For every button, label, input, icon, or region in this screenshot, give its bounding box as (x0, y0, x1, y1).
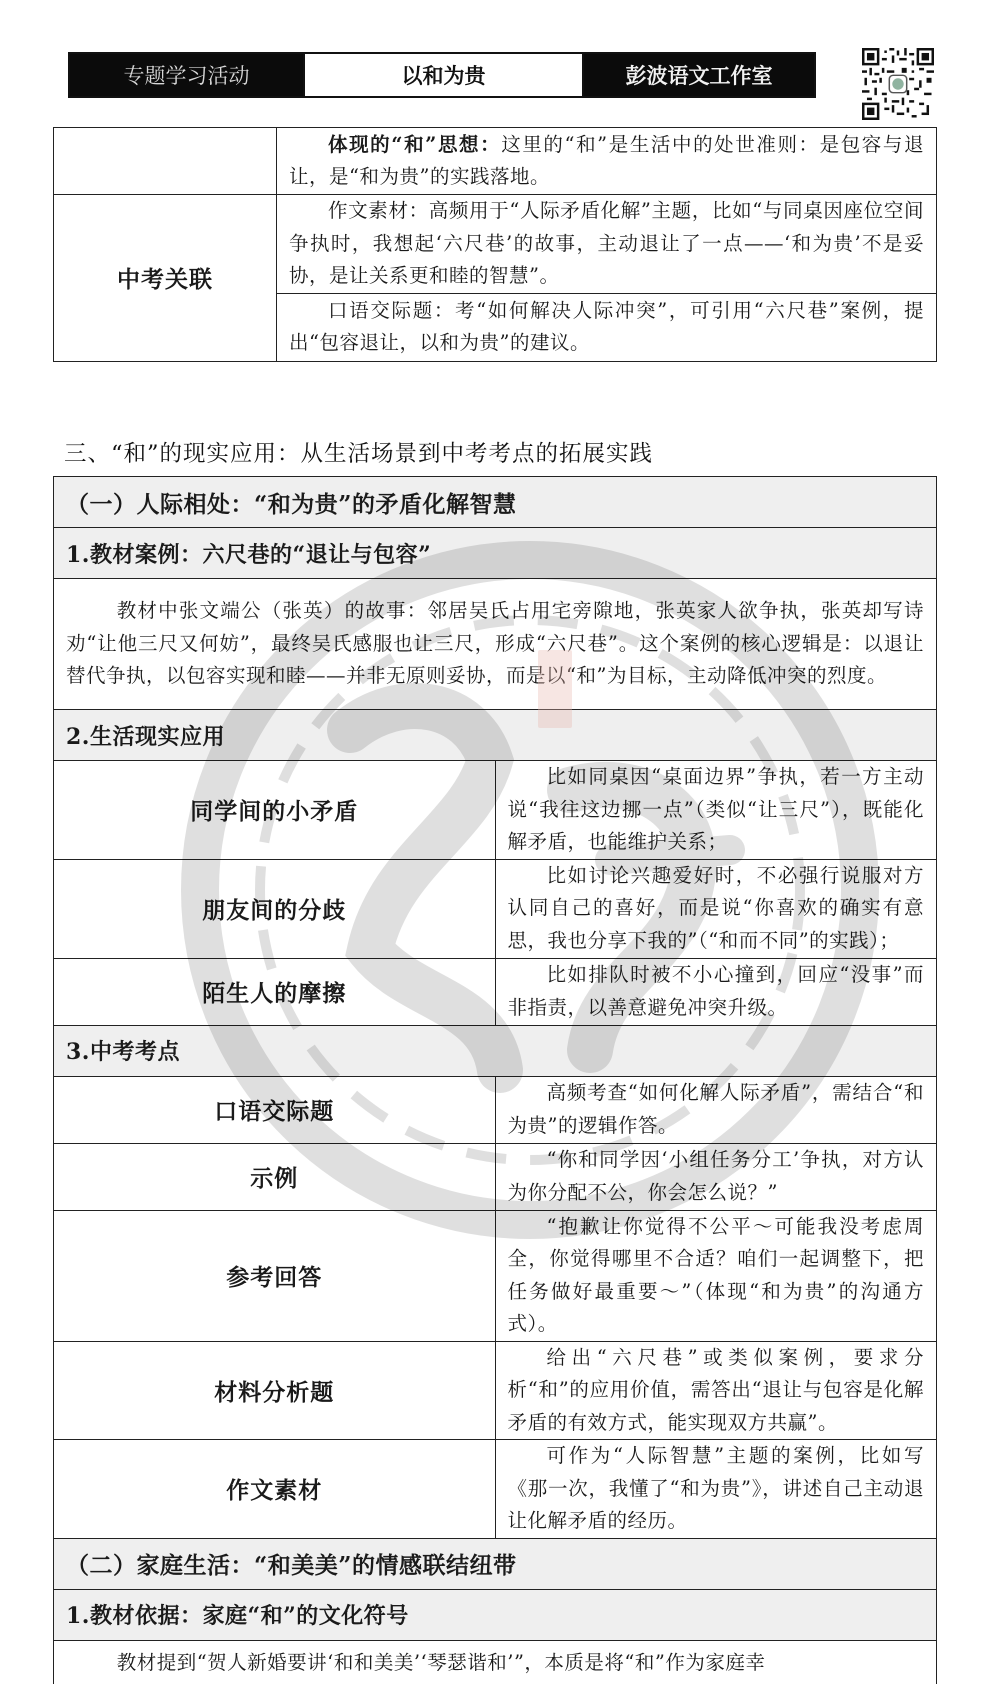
table-row (54, 1210, 937, 1341)
exam-label-oral: 口语交际题 (54, 1076, 496, 1143)
main-content-table (53, 476, 937, 1684)
header-activity-label: 专题学习活动 (70, 54, 303, 96)
oral-communication-cell: 口语交际题：考“如何解决人际冲突”，可引用“六尺巷”案例，提出“包容退让，以和为贵”的建议。 (277, 293, 937, 361)
band-life-application: 2.生活现实应用 (54, 710, 937, 761)
table-row (54, 958, 937, 1025)
header-studio-name: 彭波语文工作室 (584, 54, 814, 96)
life-label-strangers: 陌生人的摩擦 (54, 958, 496, 1025)
exam-text-material: 给出“六尺巷”或类似案例，要求分析“和”的应用价值，需答出“退让与包容是化解矛盾的有效方式，能实现双方共赢”。 (495, 1341, 937, 1440)
life-label-classmates: 同学间的小矛盾 (54, 761, 496, 860)
table-row (54, 1076, 937, 1143)
document-header (68, 52, 816, 98)
exam-link-label: 中考关联 (54, 195, 277, 362)
header-topic-title: 以和为贵 (303, 54, 584, 96)
he-thought-lead: 体现的“和”思想： (328, 132, 502, 156)
empty-label-cell (54, 128, 277, 195)
family-text: 教材提到“贺人新婚要讲‘和和美美’‘琴瑟谐和’”，本质是将“和”作为家庭幸 (54, 1640, 937, 1684)
he-thought-cell (277, 128, 937, 195)
life-text-classmates: 比如同桌因“桌面边界”争执，若一方主动说“我往这边挪一点”（类似“让三尺”），既能化解矛盾，也能维护关系； (495, 761, 937, 860)
exam-label-reference: 参考回答 (54, 1210, 496, 1341)
exam-text-essay: 可作为“人际智慧”主题的案例，比如写《那一次，我懂了“和为贵”》，讲述自己主动退让化解矛盾的经历。 (495, 1440, 937, 1539)
exam-label-material: 材料分析题 (54, 1341, 496, 1440)
life-text-strangers: 比如排队时被不小心撞到，回应“没事”而非指责，以善意避免冲突升级。 (495, 958, 937, 1025)
section-three-heading: 三、“和”的现实应用：从生活场景到中考考点的拓展实践 (64, 441, 654, 467)
life-label-friends: 朋友间的分歧 (54, 859, 496, 958)
exam-text-example: “你和同学因‘小组任务分工’争执，对方认为你分配不公，你会怎么说？” (495, 1143, 937, 1210)
table-row (54, 1440, 937, 1539)
exam-label-example: 示例 (54, 1143, 496, 1210)
exam-label-essay: 作文素材 (54, 1440, 496, 1539)
top-continuation-table (53, 127, 937, 362)
table-row (54, 761, 937, 860)
seal-stamp-mark (538, 650, 572, 728)
essay-material-cell: 作文素材：高频用于“人际矛盾化解”主题，比如“与同桌因座位空间争执时，我想起‘六尺巷’的故事，主动退让了一点——‘和为贵’不是妥协，是让关系更和睦的智慧”。 (277, 195, 937, 294)
he-thought-text: 这里的“和”是生活中的处世准则：是包容与退让，是“和为贵”的实践落地。 (289, 132, 924, 188)
band-textbook-basis: 1.教材依据：家庭“和”的文化符号 (54, 1589, 937, 1640)
table-row (54, 1143, 937, 1210)
band-interpersonal: （一）人际相处：“和为贵”的矛盾化解智慧 (54, 477, 937, 528)
band-exam-points: 3.中考考点 (54, 1025, 937, 1076)
band-family-life: （二）家庭生活：“和美美”的情感联结纽带 (54, 1538, 937, 1589)
band-textbook-case: 1.教材案例：六尺巷的“退让与包容” (54, 528, 937, 579)
table-row (54, 1341, 937, 1440)
qr-code-icon (862, 48, 934, 120)
table-row (54, 859, 937, 958)
life-text-friends: 比如讨论兴趣爱好时，不必强行说服对方认同自己的喜好，而是说“你喜欢的确实有意思，我也分享下我的”（“和而不同”的实践）； (495, 859, 937, 958)
six-foot-lane-case-text: 教材中张文端公（张英）的故事：邻居吴氏占用宅旁隙地，张英家人欲争执，张英却写诗劝“让他三尺又何妨”，最终吴氏感服也让三尺，形成“六尺巷”。这个案例的核心逻辑是：以退让替代争执，以包容实现和睦——并非无原则妥协，而是以“和”为目标，主动降低冲突的烈度。 (54, 579, 937, 710)
exam-text-reference: “抱歉让你觉得不公平～可能我没考虑周全，你觉得哪里不合适？咱们一起调整下，把任务做好最重要～”（体现“和为贵”的沟通方式）。 (495, 1210, 937, 1341)
exam-text-oral: 高频考查“如何化解人际矛盾”，需结合“和为贵”的逻辑作答。 (495, 1076, 937, 1143)
